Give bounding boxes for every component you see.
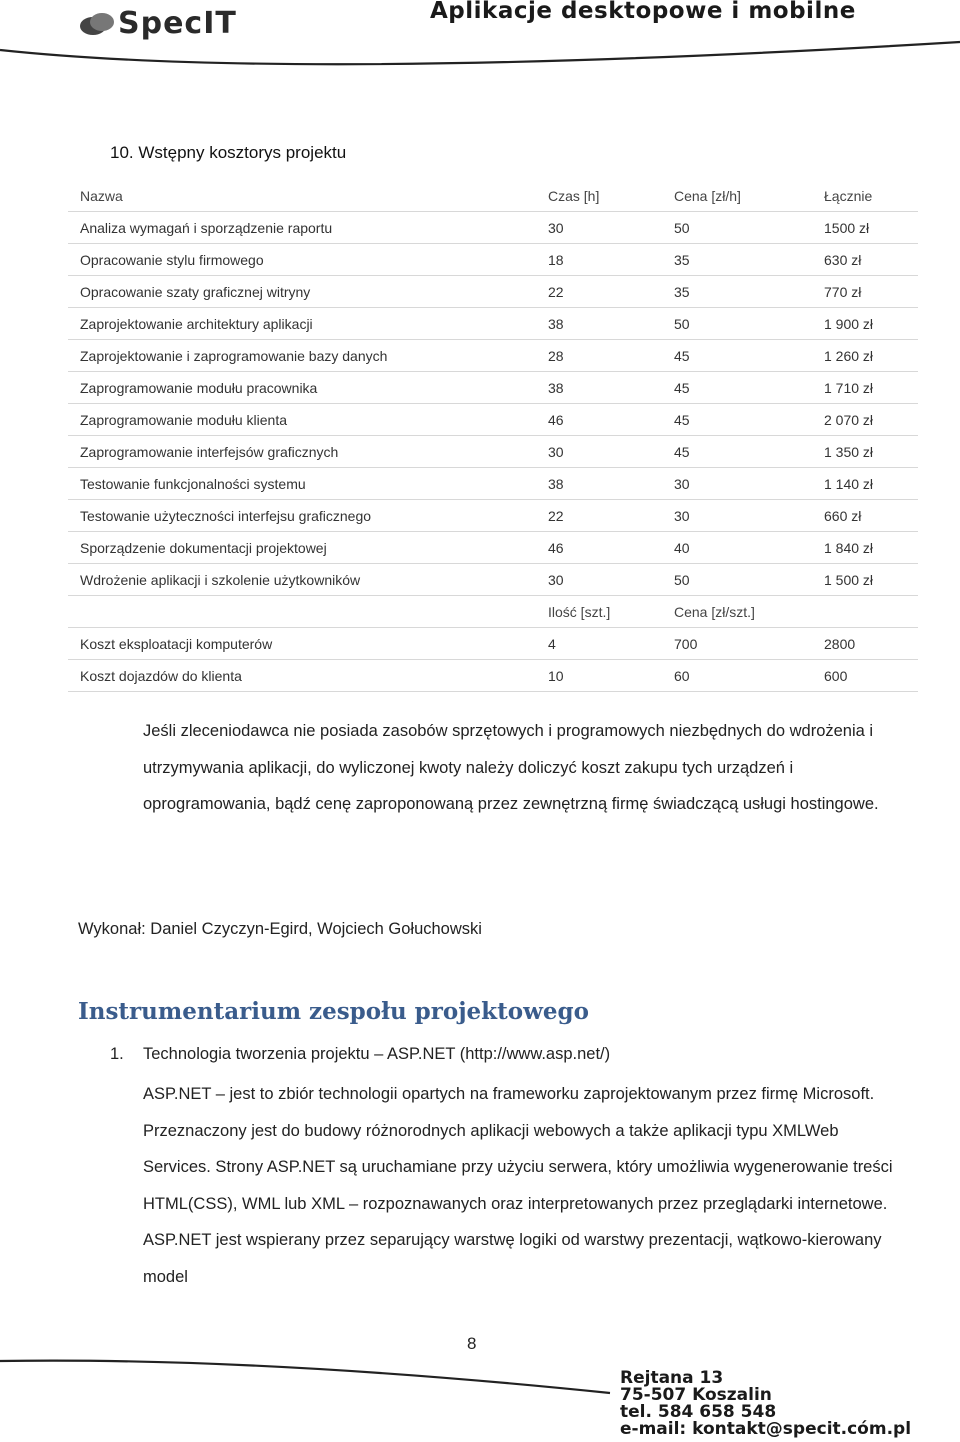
footer-email: e-mail: kontakt@specit.cóm.pl [620, 1419, 912, 1439]
table-cell: 45 [674, 404, 824, 436]
table-cell: 35 [674, 244, 824, 276]
specit-logo [80, 6, 237, 41]
table-cell: Zaprogramowanie modułu klienta [68, 404, 548, 436]
table-row [68, 564, 918, 596]
table-cell: 35 [674, 276, 824, 308]
table-row [68, 308, 918, 340]
table-cell: 2 070 zł [824, 404, 918, 436]
table-cell: Ilość [szt.] [548, 596, 674, 628]
table-cell: 4 [548, 628, 674, 660]
author-line: Wykonał: Daniel Czyczyn-Egird, Wojciech Gołuchowski [78, 920, 482, 938]
table-cell: 630 zł [824, 244, 918, 276]
table-cell: 660 zł [824, 500, 918, 532]
table-cell: 1 350 zł [824, 436, 918, 468]
table-cell: 30 [548, 564, 674, 596]
footer-phone: tel. 584 658 548 [620, 1402, 777, 1422]
table-cell: Wdrożenie aplikacji i szkolenie użytkowników [68, 564, 548, 596]
list-item-number: 1. [110, 1045, 124, 1063]
table-cell: 50 [674, 564, 824, 596]
table-cell: 38 [548, 468, 674, 500]
section-heading: Instrumentarium zespołu projektowego [78, 998, 589, 1025]
table-row [68, 180, 918, 212]
table-row [68, 468, 918, 500]
list-item [110, 1045, 610, 1064]
footer-city: 75-507 Koszalin [620, 1385, 772, 1405]
table-cell: Opracowanie stylu firmowego [68, 244, 548, 276]
table-cell: 22 [548, 500, 674, 532]
section-title: 10. Wstępny kosztorys projektu [110, 143, 347, 162]
table-cell: Analiza wymagań i sporządzenie raportu [68, 212, 548, 244]
table-row [68, 372, 918, 404]
table-cell: 770 zł [824, 276, 918, 308]
footer-address [620, 1370, 911, 1438]
footer-street: Rejtana 13 [620, 1368, 724, 1388]
table-cell: 1 140 zł [824, 468, 918, 500]
table-cell: Zaprogramowanie interfejsów graficznych [68, 436, 548, 468]
table-cell: 50 [674, 212, 824, 244]
table-cell: Opracowanie szaty graficznej witryny [68, 276, 548, 308]
table-row [68, 244, 918, 276]
logo-text: SpecIT [118, 6, 237, 41]
page-header [0, 0, 960, 80]
table-row [68, 212, 918, 244]
table-cell: 28 [548, 340, 674, 372]
table-cell: 50 [674, 308, 824, 340]
table-cell: 60 [674, 660, 824, 692]
table-row [68, 532, 918, 564]
table-cell: 2800 [824, 628, 918, 660]
table-cell: 45 [674, 372, 824, 404]
table-cell: Koszt dojazdów do klienta [68, 660, 548, 692]
table-row [68, 436, 918, 468]
table-cell: 40 [674, 532, 824, 564]
table-cell: Koszt eksploatacji komputerów [68, 628, 548, 660]
table-cell: 30 [674, 468, 824, 500]
table-cell: 46 [548, 404, 674, 436]
table-cell: 1 710 zł [824, 372, 918, 404]
table-cell: Testowanie użyteczności interfejsu graficznego [68, 500, 548, 532]
table-row [68, 628, 918, 660]
table-cell: Zaprojektowanie i zaprogramowanie bazy danych [68, 340, 548, 372]
list-item-text: Technologia tworzenia projektu – ASP.NET (http://www.asp.net/) [143, 1045, 611, 1063]
table-cell: 600 [824, 660, 918, 692]
table-cell: 1 500 zł [824, 564, 918, 596]
table-cell: 1 900 zł [824, 308, 918, 340]
table-cell: 45 [674, 436, 824, 468]
page-number: 8 [467, 1334, 477, 1353]
table-cell: 22 [548, 276, 674, 308]
aspnet-paragraph: ASP.NET – jest to zbiór technologii opartych na frameworku zaprojektowanym przez firmę Microsoft. Przeznaczony jest do budowy różnorodnych aplikacji webowych a także aplikacji typu XMLWeb Services. Strony ASP.NET są uruchamiane przy użyciu serwera, który umożliwia wygenerowanie treści HTML(CSS), WML lub XML – rozpoznawanych oraz interpretowanych przez przeglądarki internetowe. ASP.NET jest wspierany przez separujący warstwę logiki od warstwy prezentacji, wątkowo-kierowany model [143, 1085, 893, 1286]
table-row [68, 340, 918, 372]
table-cell: Cena [zł/h] [674, 180, 824, 212]
table-cell: 1 260 zł [824, 340, 918, 372]
table-cell [824, 596, 918, 628]
table-cell: Cena [zł/szt.] [674, 596, 824, 628]
table-row [68, 660, 918, 692]
table-cell: Czas [h] [548, 180, 674, 212]
table-cell: 10 [548, 660, 674, 692]
table-cell: 700 [674, 628, 824, 660]
table-cell: 18 [548, 244, 674, 276]
table-cell: 1500 zł [824, 212, 918, 244]
table-cell: Nazwa [68, 180, 548, 212]
table-cell [68, 596, 548, 628]
table-cell: Zaprogramowanie modułu pracownika [68, 372, 548, 404]
table-cell: 1 840 zł [824, 532, 918, 564]
table-header-row [68, 596, 918, 628]
table-cell: 30 [548, 212, 674, 244]
cost-table [68, 180, 918, 692]
table-cell: Łącznie [824, 180, 918, 212]
table-row [68, 404, 918, 436]
table-cell: 46 [548, 532, 674, 564]
table-cell: Testowanie funkcjonalności systemu [68, 468, 548, 500]
table-cell: 38 [548, 308, 674, 340]
table-row [68, 500, 918, 532]
table-cell: 38 [548, 372, 674, 404]
table-cell: Sporządzenie dokumentacji projektowej [68, 532, 548, 564]
table-cell: 45 [674, 340, 824, 372]
hosting-paragraph: Jeśli zleceniodawca nie posiada zasobów sprzętowych i programowych niezbędnych do wdrożenia i utrzymywania aplikacji, do wyliczonej kwoty należy doliczyć koszt zakupu tych urządzeń i oprogramowania, bądź cenę zaproponowaną przez zewnętrzną firmę świadczącą usługi hostingowe. [143, 722, 879, 813]
logo-icon [80, 13, 114, 35]
table-cell: Zaprojektowanie architektury aplikacji [68, 308, 548, 340]
header-tagline: Aplikacje desktopowe i mobilne [430, 0, 856, 24]
table-cell: 30 [548, 436, 674, 468]
table-cell: 30 [674, 500, 824, 532]
table-row [68, 276, 918, 308]
